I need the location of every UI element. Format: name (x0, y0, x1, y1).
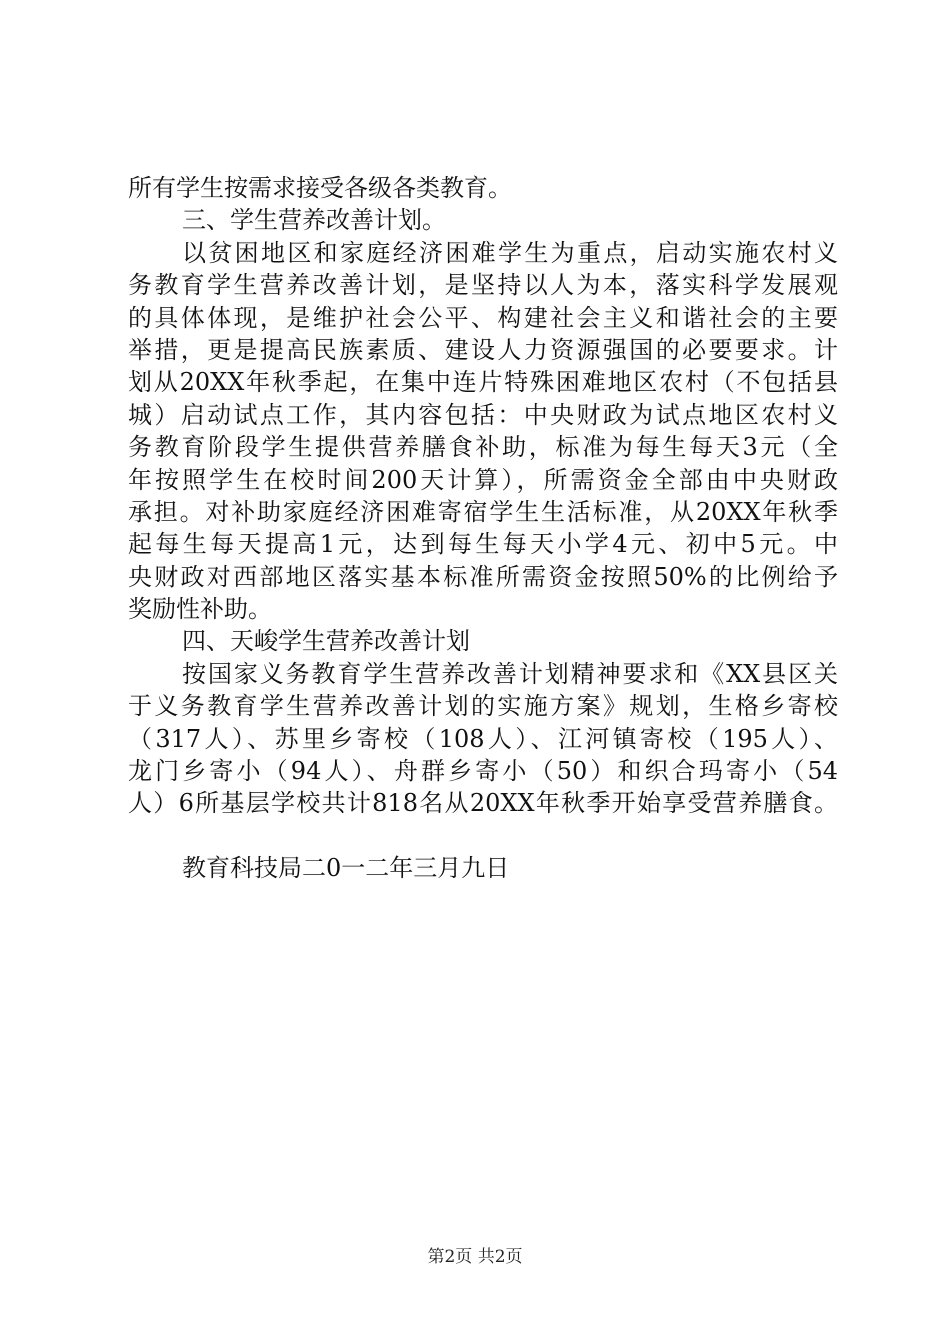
text-line: 所有学生按需求接受各级各类教育。 (128, 174, 512, 202)
text-line: 央财政对西部地区落实基本标准所需资金按照50%的比例给予 (128, 562, 838, 591)
text-line: （317人）、苏里乡寄校（108人）、江河镇寄校（195人）、 (128, 724, 838, 753)
section-heading-3: 三、学生营养改善计划。 (182, 206, 446, 235)
page-number: 第2页 共2页 (427, 1247, 523, 1267)
text-line: 承担。对补助家庭经济困难寄宿学生生活标准，从20XX年秋季 (128, 497, 838, 526)
text-line: 以贫困地区和家庭经济困难学生为重点，启动实施农村义 (182, 238, 838, 267)
text-line: 划从20XX年秋季起，在集中连片特殊困难地区农村（不包括县 (128, 368, 838, 397)
text-line: 于义务教育学生营养改善计划的实施方案》规划，生格乡寄校 (128, 692, 838, 721)
text-line: 按国家义务教育学生营养改善计划精神要求和《XX县区关 (182, 659, 838, 688)
text-line: 年按照学生在校时间200天计算），所需资金全部由中央财政 (128, 465, 838, 494)
spacer (128, 820, 838, 852)
section-heading-4: 四、天峻学生营养改善计划 (182, 627, 470, 656)
text-line: 龙门乡寄小（94人）、舟群乡寄小（50）和织合玛寄小（54 (128, 757, 838, 786)
text-line: 举措，更是提高民族素质、建设人力资源强国的必要要求。计 (128, 335, 838, 364)
page-footer (0, 1242, 950, 1267)
text-line: 务教育学生营养改善计划，是坚持以人为本，落实科学发展观 (128, 271, 838, 300)
text-line: 起每生每天提高1元，达到每生每天小学4元、初中5元。中 (128, 530, 838, 559)
text-line: 奖励性补助。 (128, 595, 272, 624)
text-line: 人）6所基层学校共计818名从20XX年秋季开始享受营养膳食。 (128, 789, 838, 818)
text-line: 的具体体现，是维护社会公平、构建社会主义和谐社会的主要 (128, 303, 838, 332)
text-line: 务教育阶段学生提供营养膳食补助，标准为每生每天3元（全 (128, 433, 838, 462)
document-body (128, 172, 838, 884)
text-line: 城）启动试点工作，其内容包括：中央财政为试点地区农村义 (128, 400, 838, 429)
signature: 教育科技局二0一二年三月九日 (182, 853, 510, 882)
